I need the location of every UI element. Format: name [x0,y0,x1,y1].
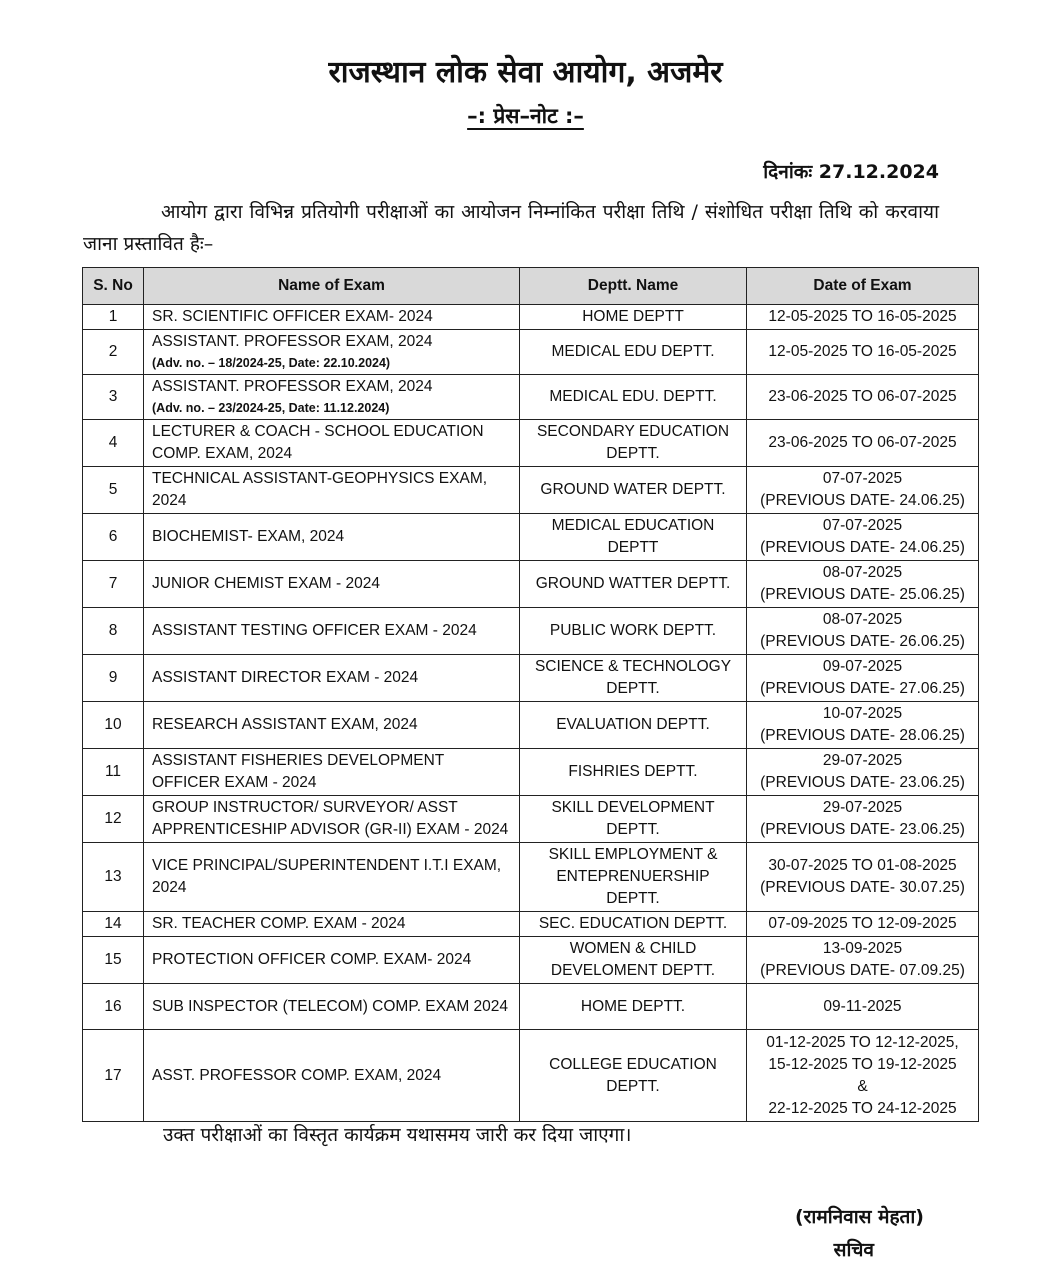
signatory-title: सचिव [833,1239,874,1261]
previous-date-text: (PREVIOUS DATE- 28.06.25) [760,727,965,744]
row-exam-date [747,305,979,330]
row-sno: 3 [83,375,144,420]
row-sno: 4 [83,420,144,467]
exam-date-text: & [857,1077,868,1095]
row-dept-name: SKILL DEVELOPMENT DEPTT. [520,796,747,843]
table-row [83,749,979,796]
row-sno: 7 [83,561,144,608]
row-exam-name [144,702,520,749]
row-dept-name: HOME DEPTT. [520,984,747,1030]
exam-date-text: 12-05-2025 TO 16-05-2025 [768,308,957,325]
row-exam-name [144,375,520,420]
table-row [83,330,979,375]
date-label: दिनांकः [763,161,813,183]
exam-name-text: TECHNICAL ASSISTANT-GEOPHYSICS EXAM, 2024 [152,470,488,509]
table-row [83,561,979,608]
exam-date-text: 10-07-2025 [822,705,903,722]
row-dept-name: GROUND WATER DEPTT. [520,467,747,514]
exam-name-text: RESEARCH ASSISTANT EXAM, 2024 [152,716,418,733]
advertisement-note: (Adv. no. – 23/2024-25, Date: 11.12.2024) [152,401,390,415]
exam-date-text: 29-07-2025 [822,752,903,769]
row-exam-date [747,1030,979,1122]
row-dept-name: SECONDARY EDUCATION DEPTT. [520,420,747,467]
row-sno: 13 [83,843,144,912]
table-row [83,843,979,912]
exam-date-text: 30-07-2025 TO 01-08-2025 [768,857,957,874]
row-exam-date [747,561,979,608]
exam-name-text: PROTECTION OFFICER COMP. EXAM- 2024 [152,951,472,968]
row-exam-name [144,514,520,561]
exam-date-text: 01-12-2025 TO 12-12-2025, 15-12-2025 TO 19-12-2025 [766,1033,959,1073]
row-sno: 2 [83,330,144,375]
exam-date-text: 29-07-2025 [822,799,903,816]
previous-date-text: (PREVIOUS DATE- 26.06.25) [760,633,965,650]
row-exam-date [747,375,979,420]
row-dept-name: SEC. EDUCATION DEPTT. [520,912,747,937]
date-value: 27.12.2024 [818,161,939,183]
row-dept-name: WOMEN & CHILD DEVELOMENT DEPTT. [520,937,747,984]
row-sno: 6 [83,514,144,561]
exam-name-text: JUNIOR CHEMIST EXAM - 2024 [152,575,380,592]
signatory-name: (रामनिवास मेहता) [794,1206,924,1228]
table-row [83,984,979,1030]
date-line [763,158,939,184]
previous-date-text: (PREVIOUS DATE- 30.07.25) [760,879,965,896]
row-exam-date [747,984,979,1030]
exam-date-text: 12-05-2025 TO 16-05-2025 [768,343,957,360]
row-exam-date [747,420,979,467]
row-exam-name [144,467,520,514]
table-row [83,305,979,330]
row-exam-name [144,912,520,937]
exam-schedule-table [82,267,979,1122]
exam-name-text: BIOCHEMIST- EXAM, 2024 [152,528,345,545]
row-exam-date [747,912,979,937]
row-exam-date [747,655,979,702]
row-dept-name: MEDICAL EDUCATION DEPTT [520,514,747,561]
table-row [83,1030,979,1122]
row-exam-date [747,514,979,561]
row-sno: 12 [83,796,144,843]
exam-name-text: ASSISTANT FISHERIES DEVELOPMENT OFFICER EXAM - 2024 [152,752,444,791]
row-dept-name: PUBLIC WORK DEPTT. [520,608,747,655]
advertisement-note: (Adv. no. – 18/2024-25, Date: 22.10.2024) [152,356,391,370]
exam-date-text: 09-07-2025 [822,658,903,675]
row-sno: 15 [83,937,144,984]
exam-name-text: LECTURER & COACH - SCHOOL EDUCATION COMP. EXAM, 2024 [152,423,484,462]
exam-name-text: SR. SCIENTIFIC OFFICER EXAM- 2024 [152,308,433,325]
header-dept-name: Deptt. Name [520,268,747,305]
exam-date-text: 07-07-2025 [822,517,903,534]
table-row [83,375,979,420]
exam-date-text: 09-11-2025 [823,997,902,1015]
row-exam-date [747,467,979,514]
row-exam-date [747,749,979,796]
footer-note: उक्त परीक्षाओं का विस्तृत कार्यक्रम यथासमय जारी कर दिया जाएगा। [163,1124,632,1146]
previous-date-text: (PREVIOUS DATE- 25.06.25) [760,586,965,603]
row-exam-name [144,305,520,330]
press-note-subtitle: –: प्रेस–नोट :– [467,104,584,128]
row-sno: 10 [83,702,144,749]
row-sno: 8 [83,608,144,655]
table-row [83,912,979,937]
row-exam-name [144,843,520,912]
row-exam-name [144,1030,520,1122]
header-sno: S. No [83,268,144,305]
row-exam-name [144,984,520,1030]
previous-date-text: (PREVIOUS DATE- 07.09.25) [760,962,965,979]
table-row [83,796,979,843]
row-dept-name: MEDICAL EDU. DEPTT. [520,375,747,420]
page-title: राजस्थान लोक सेवा आयोग, अजमेर [328,55,723,90]
row-exam-name [144,937,520,984]
row-dept-name: SCIENCE & TECHNOLOGY DEPTT. [520,655,747,702]
exam-name-text: ASSISTANT. PROFESSOR EXAM, 2024 [152,333,433,350]
row-sno: 16 [83,984,144,1030]
exam-name-text: SUB INSPECTOR (TELECOM) COMP. EXAM 2024 [152,997,509,1015]
row-exam-name [144,561,520,608]
row-exam-name [144,655,520,702]
row-dept-name: EVALUATION DEPTT. [520,702,747,749]
row-exam-date [747,330,979,375]
exam-date-text: 23-06-2025 TO 06-07-2025 [768,434,957,451]
previous-date-text: (PREVIOUS DATE- 24.06.25) [760,539,965,556]
row-exam-name [144,608,520,655]
table-row [83,702,979,749]
previous-date-text: (PREVIOUS DATE- 24.06.25) [760,492,965,509]
row-exam-name [144,330,520,375]
exam-name-text: ASSISTANT TESTING OFFICER EXAM - 2024 [152,622,477,639]
row-exam-date [747,608,979,655]
exam-name-text: GROUP INSTRUCTOR/ SURVEYOR/ ASST APPRENTICESHIP ADVISOR (GR-II) EXAM - 2024 [152,799,509,838]
exam-date-text: 22-12-2025 TO 24-12-2025 [768,1099,957,1117]
exam-date-text: 08-07-2025 [822,611,903,628]
row-exam-name [144,749,520,796]
table-row [83,608,979,655]
row-sno: 11 [83,749,144,796]
row-exam-date [747,796,979,843]
row-sno: 5 [83,467,144,514]
table-row [83,514,979,561]
row-sno: 17 [83,1030,144,1122]
exam-date-text: 07-07-2025 [822,470,903,487]
exam-name-text: ASSISTANT. PROFESSOR EXAM, 2024 [152,378,433,395]
previous-date-text: (PREVIOUS DATE- 23.06.25) [760,774,965,791]
exam-date-text: 08-07-2025 [822,564,903,581]
exam-name-text: SR. TEACHER COMP. EXAM - 2024 [152,915,406,932]
table-row [83,467,979,514]
header-exam-name: Name of Exam [144,268,520,305]
row-exam-name [144,420,520,467]
previous-date-text: (PREVIOUS DATE- 27.06.25) [760,680,965,697]
table-header-row [83,268,979,305]
row-sno: 9 [83,655,144,702]
exam-date-text: 13-09-2025 [822,940,903,957]
row-sno: 14 [83,912,144,937]
intro-paragraph: आयोग द्वारा विभिन्न प्रतियोगी परीक्षाओं का आयोजन निम्नांकित परीक्षा तिथि / संशोधित परीक्षा तिथि को करवाया जाना प्रस्तावित हैः– [83,201,939,255]
row-exam-name [144,796,520,843]
row-exam-date [747,843,979,912]
row-dept-name: FISHRIES DEPTT. [520,749,747,796]
row-dept-name: HOME DEPTT [520,305,747,330]
table-row [83,420,979,467]
row-exam-date [747,937,979,984]
exam-name-text: ASSISTANT DIRECTOR EXAM - 2024 [152,669,419,686]
row-dept-name: GROUND WATTER DEPTT. [520,561,747,608]
table-body [83,305,979,1122]
row-dept-name: SKILL EMPLOYMENT & ENTEPRENUERSHIP DEPTT. [520,843,747,912]
header-exam-date: Date of Exam [747,268,979,305]
exam-date-text: 23-06-2025 TO 06-07-2025 [768,388,957,405]
table-row [83,937,979,984]
row-sno: 1 [83,305,144,330]
row-dept-name: COLLEGE EDUCATION DEPTT. [520,1030,747,1122]
previous-date-text: (PREVIOUS DATE- 23.06.25) [760,821,965,838]
exam-date-text: 07-09-2025 TO 12-09-2025 [768,915,957,932]
exam-name-text: ASST. PROFESSOR COMP. EXAM, 2024 [152,1066,442,1084]
table-row [83,655,979,702]
exam-name-text: VICE PRINCIPAL/SUPERINTENDENT I.T.I EXAM, 2024 [152,857,502,896]
row-dept-name: MEDICAL EDU DEPTT. [520,330,747,375]
row-exam-date [747,702,979,749]
